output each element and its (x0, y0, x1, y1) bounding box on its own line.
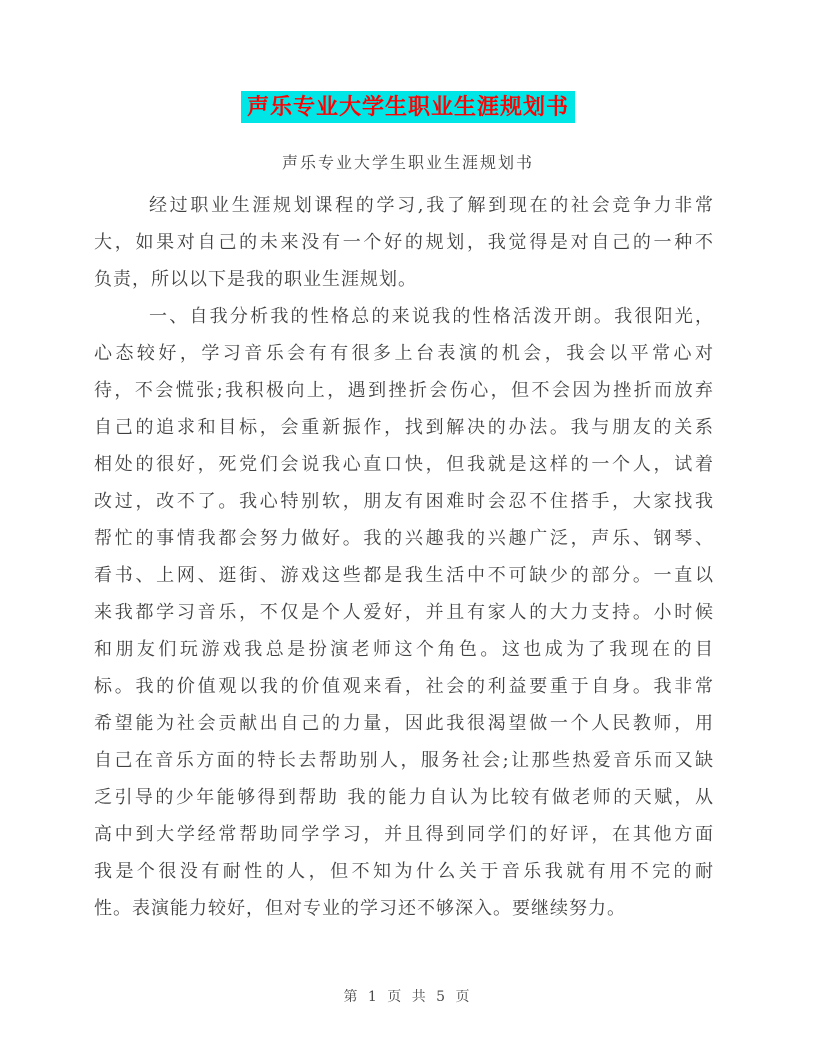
text-line: 帮忙的事情我都会努力做好。我的兴趣我的兴趣广泛，声乐、钢琴、 (94, 528, 714, 549)
text-line: 性。表演能力较好，但对专业的学习还不够深入。要继续努力。 (94, 898, 626, 919)
text-line: 标。我的价值观以我的价值观来看，社会的利益要重于自身。我非常 (94, 676, 714, 697)
text-line: 待，不会慌张;我积极向上，遇到挫折会伤心，但不会因为挫折而放弃 (94, 380, 714, 401)
text-line: 和朋友们玩游戏我总是扮演老师这个角色。这也成为了我现在的目 (94, 639, 714, 660)
text-line: 负责，所以以下是我的职业生涯规划。 (94, 269, 417, 290)
text-line: 高中到大学经常帮助同学学习，并且得到同学们的好评，在其他方面 (94, 824, 714, 845)
text-line: 心态较好，学习音乐会有有很多上台表演的机会，我会以平常心对 (94, 343, 714, 364)
text-line: 改过，改不了。我心特别软，朋友有困难时会忍不住搭手，大家找我 (94, 491, 714, 512)
document-title: 声乐专业大学生职业生涯规划书 (241, 91, 575, 123)
text-line: 看书、上网、逛街、游戏这些都是我生活中不可缺少的部分。一直以 (94, 565, 714, 586)
text-line: 大，如果对自己的未来没有一个好的规划，我觉得是对自己的一种不 (94, 232, 714, 253)
text-line: 自己的追求和目标，会重新振作，找到解决的办法。我与朋友的关系 (94, 417, 714, 438)
text-line: 相处的很好，死党们会说我心直口快，但我就是这样的一个人，试着 (94, 454, 714, 475)
text-line: 来我都学习音乐，不仅是个人爱好，并且有家人的大力支持。小时候 (94, 602, 714, 623)
text-line: 乏引导的少年能够得到帮助 我的能力自认为比较有做老师的天赋，从 (94, 787, 714, 808)
text-line: 经过职业生涯规划课程的学习,我了解到现在的社会竞争力非常 (149, 195, 714, 216)
document-title-row (0, 91, 816, 123)
document-body (94, 187, 714, 927)
text-line: 自己在音乐方面的特长去帮助别人，服务社会;让那些热爱音乐而又缺 (94, 750, 714, 771)
document-subtitle: 声乐专业大学生职业生涯规划书 (281, 153, 534, 172)
text-line: 一、自我分析我的性格总的来说我的性格活泼开朗。我很阳光， (149, 306, 714, 327)
text-line: 希望能为社会贡献出自己的力量，因此我很渴望做一个人民教师，用 (94, 713, 714, 734)
page-number-footer: 第 1 页 共 5 页 (343, 989, 473, 1005)
text-line: 我是个很没有耐性的人，但不知为什么关于音乐我就有用不完的耐 (94, 861, 714, 882)
